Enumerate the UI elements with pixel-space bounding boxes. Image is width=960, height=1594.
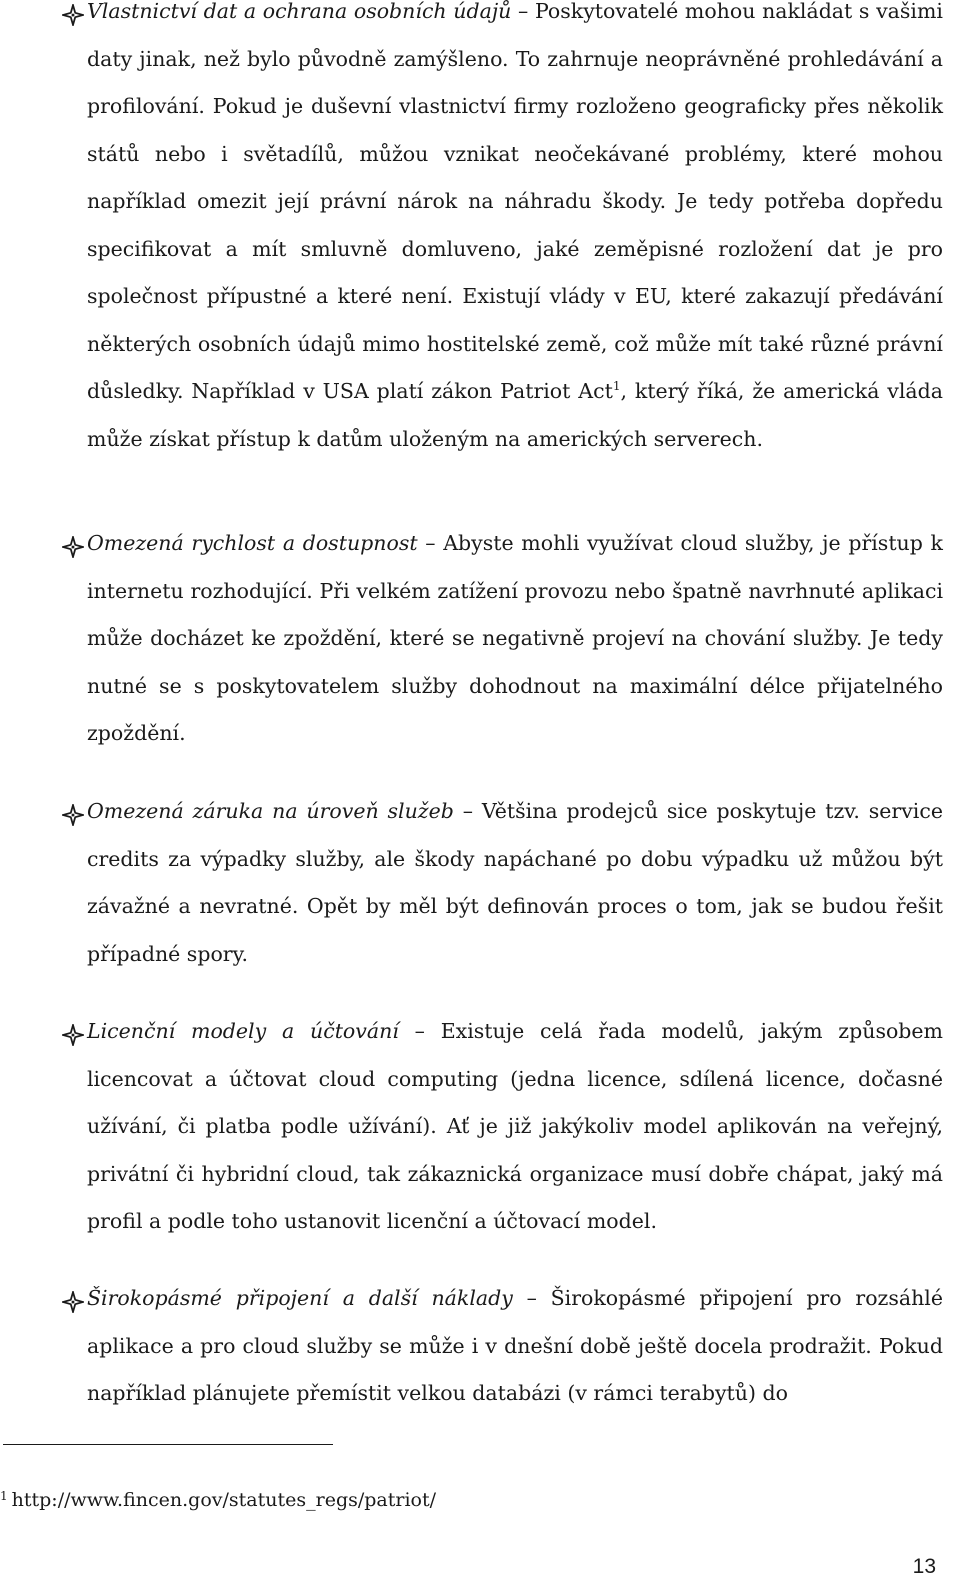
list-item-title: Vlastnictví dat a ochrana osobních údajů [87, 0, 512, 23]
title-dash: – [453, 799, 482, 823]
list-item-text [87, 1275, 943, 1418]
list-item-text [87, 520, 943, 758]
list-item-text [87, 788, 943, 978]
title-dash: – [398, 1019, 441, 1043]
list-item-title: Širokopásmé připojení a další náklady [87, 1286, 513, 1310]
footnote [0, 1483, 436, 1513]
bullet-icon [62, 4, 84, 26]
list-item-title: Omezená rychlost a dostupnost [87, 531, 418, 555]
bullet-icon [62, 804, 84, 826]
list-item-title: Licenční modely a účtování [87, 1019, 399, 1043]
list-item-text [87, 1008, 943, 1246]
title-dash: – [512, 1286, 551, 1310]
bullet-icon [62, 1291, 84, 1313]
footnote-reference[interactable]: 1 [612, 379, 621, 393]
list-item-body: Poskytovatelé mohou nakládat s vašimi daty jinak, než bylo původně zamýšleno. To zahrnuje neoprávněné prohledávání a profilování. Pokud je duševní vlastnictví firmy rozloženo geograficky přes několik států nebo i světadílů, můžou vznikat neočekávané problémy, které mohou například omezit její právní nárok na náhradu škody. Je tedy potřeba dopředu specifikovat a mít smluvně domluveno, jaké zeměpisné rozložení dat je pro společnost přípustné a které není. Existují vlády v EU, které zakazují předávání některých osobních údajů mimo hostitelské země, což může mít také různé právní důsledky. Například v USA platí zákon Patriot Act [87, 0, 943, 403]
page-number: 13 [912, 1555, 936, 1578]
list-item-body: Existuje celá řada modelů, jakým způsobem licencovat a účtovat cloud computing (jedna licence, sdílená licence, dočasné užívání, či platba podle užívání). Ať je již jakýkoliv model aplikován na veřejný, privátní či hybridní cloud, tak zákaznická organizace musí dobře chápat, jaký má profil a podle toho ustanovit licenční a účtovací model. [87, 1019, 943, 1233]
list-item-title: Omezená záruka na úroveň služeb [87, 799, 454, 823]
bullet-icon [62, 536, 84, 558]
footnote-link[interactable]: http://www.fincen.gov/statutes_regs/patriot/ [11, 1489, 437, 1511]
list-item-body: Většina prodejců sice poskytuje tzv. service credits za výpadky služby, ale škody napáchané po dobu výpadku už můžou být závažné a nevratné. Opět by měl být definován proces o tom, jak se budou řešit případné spory. [87, 799, 943, 966]
title-dash: – [511, 0, 535, 23]
footnote-separator [3, 1444, 333, 1445]
footnote-number: 1 [0, 1489, 8, 1503]
list-item-body-continued: , který říká, že americká vláda může získat přístup k datům uloženým na amerických serverech. [87, 379, 944, 451]
title-dash: – [417, 531, 444, 555]
list-item-text [87, 0, 943, 463]
bullet-icon [62, 1024, 84, 1046]
list-item-body: Širokopásmé připojení pro rozsáhlé aplikace a pro cloud služby se může i v dnešní době ještě docela prodražit. Pokud například plánujete přemístit velkou databázi (v rámci terabytů) do [87, 1286, 943, 1405]
list-item-body: Abyste mohli využívat cloud služby, je přístup k internetu rozhodující. Při velkém zatížení provozu nebo špatně navrhnuté aplikaci může docházet ke zpoždění, které se negativně projeví na chování služby. Je tedy nutné se s poskytovatelem služby dohodnout na maximální délce přijatelného zpoždění. [87, 531, 943, 745]
